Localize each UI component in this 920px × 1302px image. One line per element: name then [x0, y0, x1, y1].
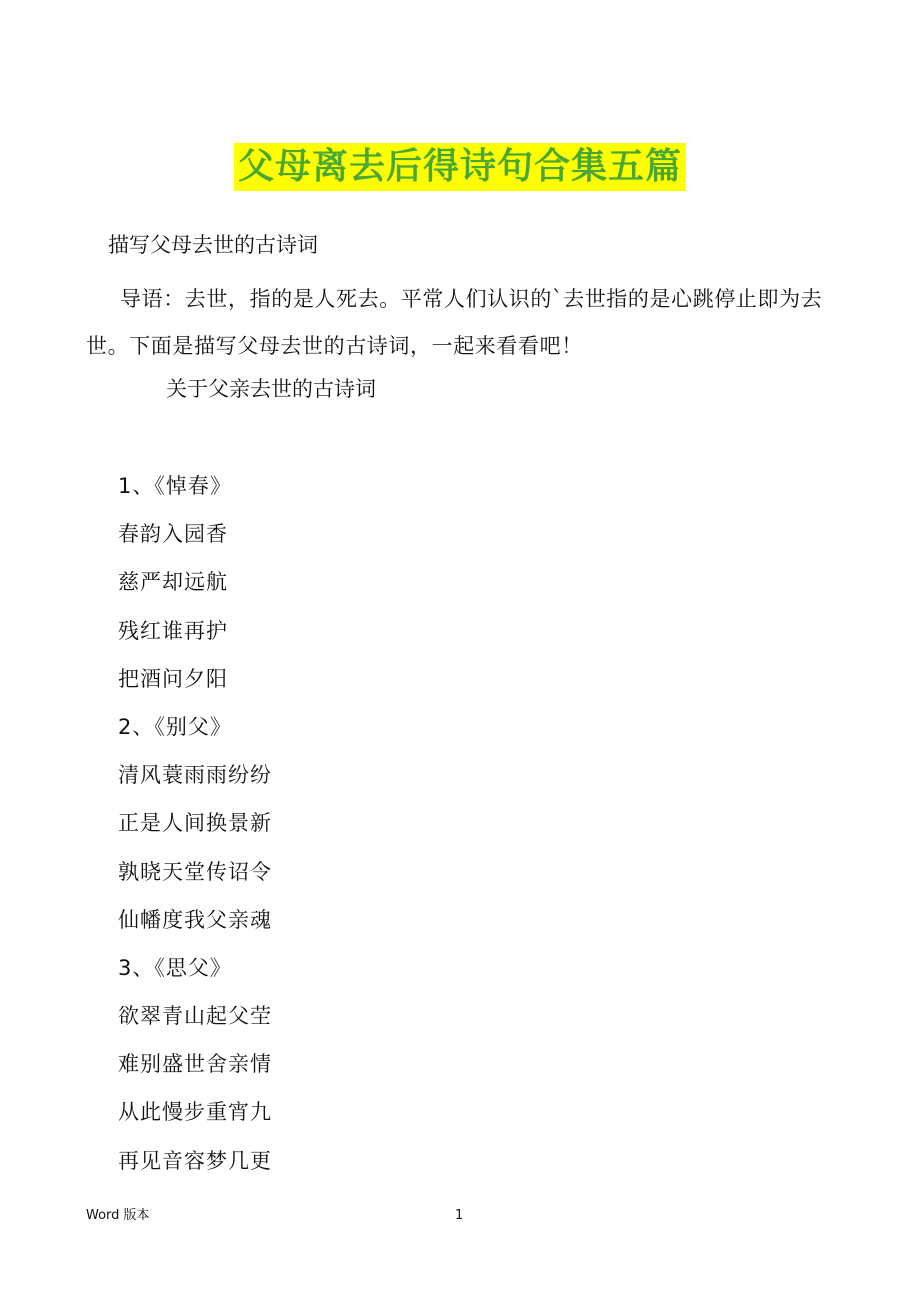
page-number: 1	[455, 1208, 464, 1223]
poem-line: 正是人间换景新	[118, 811, 272, 836]
poem-line: 难别盛世舍亲情	[118, 1052, 272, 1077]
poem-title: 1、《悼春》	[118, 474, 232, 498]
poem-list	[118, 470, 272, 1193]
poem-1	[118, 470, 272, 711]
document-subtitle: 描写父母去世的古诗词	[108, 233, 318, 257]
poem-line: 春韵入园香	[118, 522, 228, 547]
poem-line: 把酒问夕阳	[118, 666, 228, 691]
poem-2	[118, 711, 272, 952]
section-heading: 关于父亲去世的古诗词	[166, 377, 376, 401]
poem-title: 3、《思父》	[118, 955, 232, 980]
poem-line: 残红谁再护	[118, 618, 228, 643]
footer-label: Word 版本	[86, 1208, 150, 1223]
poem-3	[118, 952, 272, 1193]
poem-line: 慈严却远航	[118, 570, 228, 595]
poem-line: 从此慢步重宵九	[118, 1100, 272, 1125]
poem-line: 再见音容梦几更	[118, 1148, 272, 1173]
poem-line: 孰晓天堂传诏令	[118, 859, 272, 884]
poem-title: 2、《别父》	[118, 714, 232, 739]
poem-line: 仙幡度我父亲魂	[118, 907, 272, 932]
document-title: 父母离去后得诗句合集五篇	[234, 143, 686, 191]
intro-paragraph: 导语：去世，指的是人死去。平常人们认识的`去世指的是心跳停止即为去世。下面是描写父母去世的古诗词，一起来看看吧！	[86, 287, 823, 358]
poem-line: 欲翠青山起父茔	[118, 1004, 272, 1029]
title-container	[0, 143, 920, 191]
poem-line: 清风蓑雨雨纷纷	[118, 763, 272, 788]
